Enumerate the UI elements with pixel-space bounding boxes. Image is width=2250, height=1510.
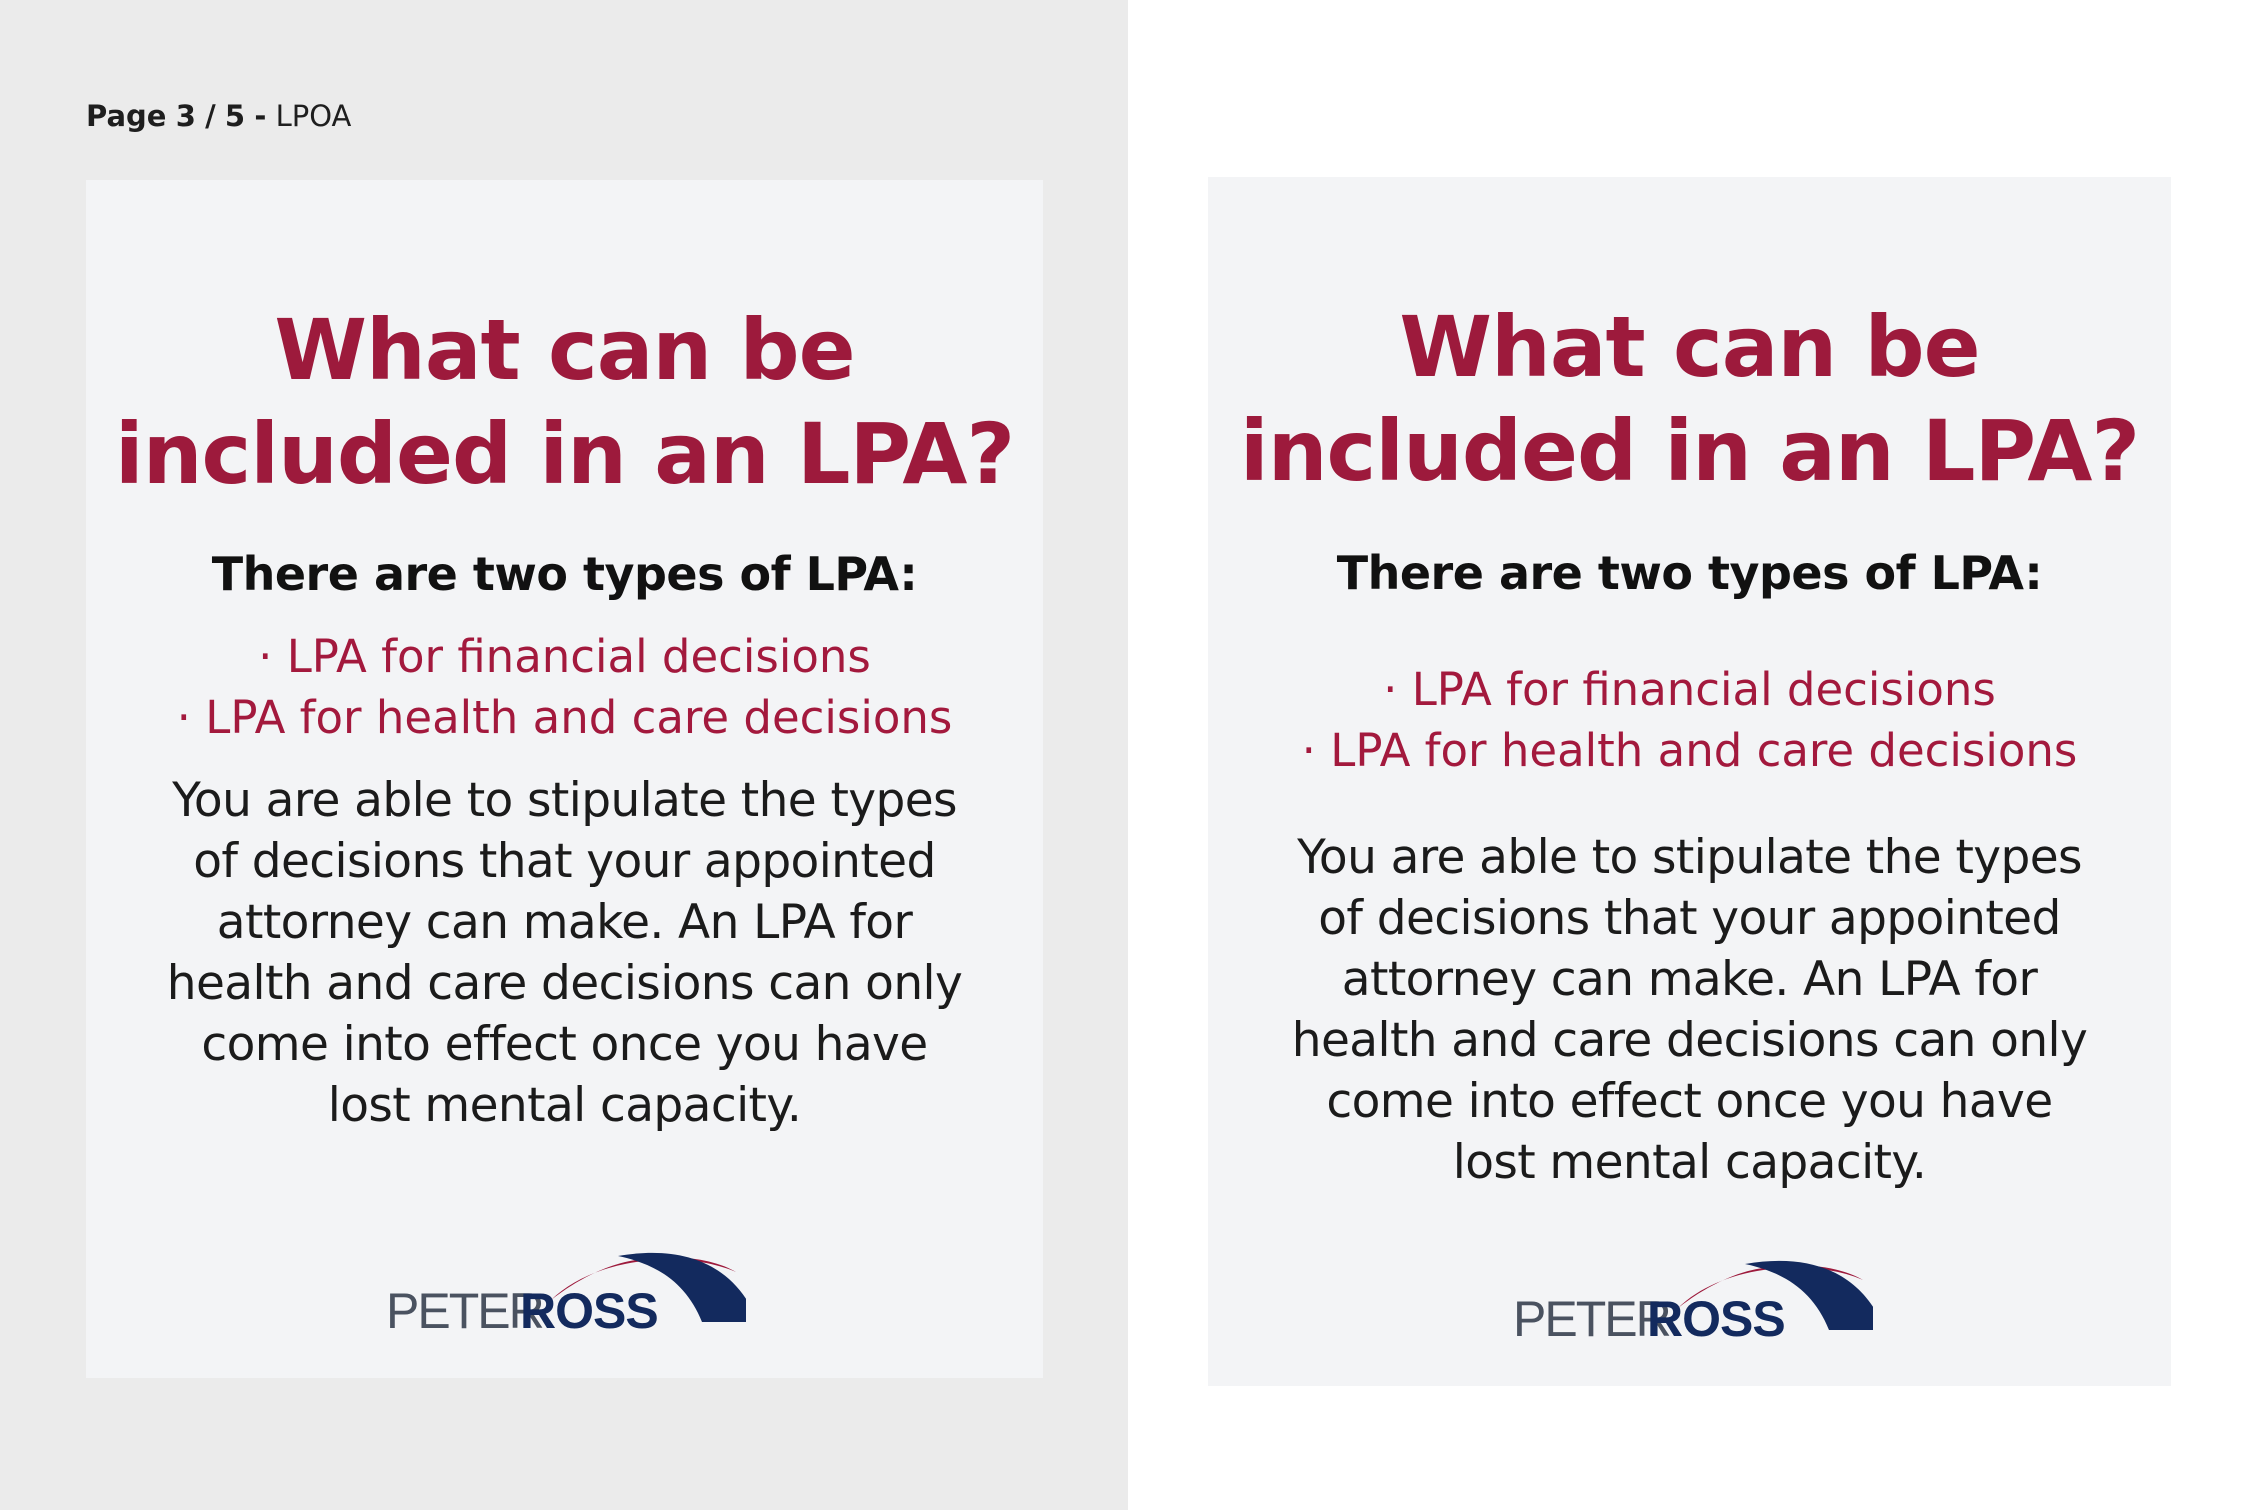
heading-line-1: What can be <box>274 301 855 399</box>
body-line: of decisions that your appointed <box>1318 891 2061 946</box>
lpa-type-item: · LPA for health and care decisions <box>176 691 953 744</box>
lpa-type-item: · LPA for health and care decisions <box>1301 724 2078 777</box>
heading-line-2: included in an LPA? <box>114 405 1015 503</box>
body-line: You are able to stipulate the types <box>1297 830 2082 885</box>
page-indicator <box>86 96 351 136</box>
slide-heading <box>1208 295 2171 503</box>
logo-text-bold: ROSS <box>1647 1291 1785 1347</box>
lpa-type-item: · LPA for financial decisions <box>258 630 871 683</box>
page-dash: - <box>254 99 267 133</box>
body-line: You are able to stipulate the types <box>172 773 957 828</box>
lpa-types-list <box>86 626 1043 748</box>
heading-line-2: included in an LPA? <box>1239 402 2140 500</box>
document-title: LPOA <box>275 99 352 133</box>
body-line: health and care decisions can only <box>166 956 963 1011</box>
lpa-types-list <box>1208 659 2171 781</box>
page-current: 3 <box>175 99 196 133</box>
slide-subheading: There are two types of LPA: <box>211 547 918 601</box>
lpa-type-item: · LPA for financial decisions <box>1383 663 1996 716</box>
slide-body <box>1208 827 2171 1193</box>
body-line: lost mental capacity. <box>327 1078 802 1133</box>
slide-preview-right[interactable] <box>1208 177 2171 1386</box>
heading-line-1: What can be <box>1399 298 1980 396</box>
peter-ross-logo <box>1513 1250 1873 1350</box>
body-line: attorney can make. An LPA for <box>1341 952 2038 1007</box>
slide-subheading: There are two types of LPA: <box>1336 546 2043 600</box>
body-line: of decisions that your appointed <box>193 834 936 889</box>
page-label: Page <box>86 99 167 133</box>
logo-graphic <box>386 1242 746 1342</box>
page-total: 5 <box>224 99 246 133</box>
logo-text-bold: ROSS <box>520 1283 658 1339</box>
page-separator: / <box>205 99 216 133</box>
body-line: come into effect once you have <box>1326 1074 2053 1129</box>
slide-content <box>1208 295 2171 1193</box>
slide-body <box>86 770 1043 1136</box>
logo-graphic <box>1513 1250 1873 1350</box>
slide-preview-left[interactable] <box>86 180 1043 1378</box>
body-line: health and care decisions can only <box>1291 1013 2088 1068</box>
body-line: come into effect once you have <box>201 1017 928 1072</box>
body-line: lost mental capacity. <box>1452 1135 1927 1190</box>
slide-content <box>86 298 1043 1136</box>
logo-text-light: PETER <box>1513 1291 1670 1347</box>
body-line: attorney can make. An LPA for <box>216 895 913 950</box>
peter-ross-logo <box>386 1242 746 1342</box>
slide-heading <box>86 298 1043 506</box>
logo-text-light: PETER <box>386 1283 543 1339</box>
